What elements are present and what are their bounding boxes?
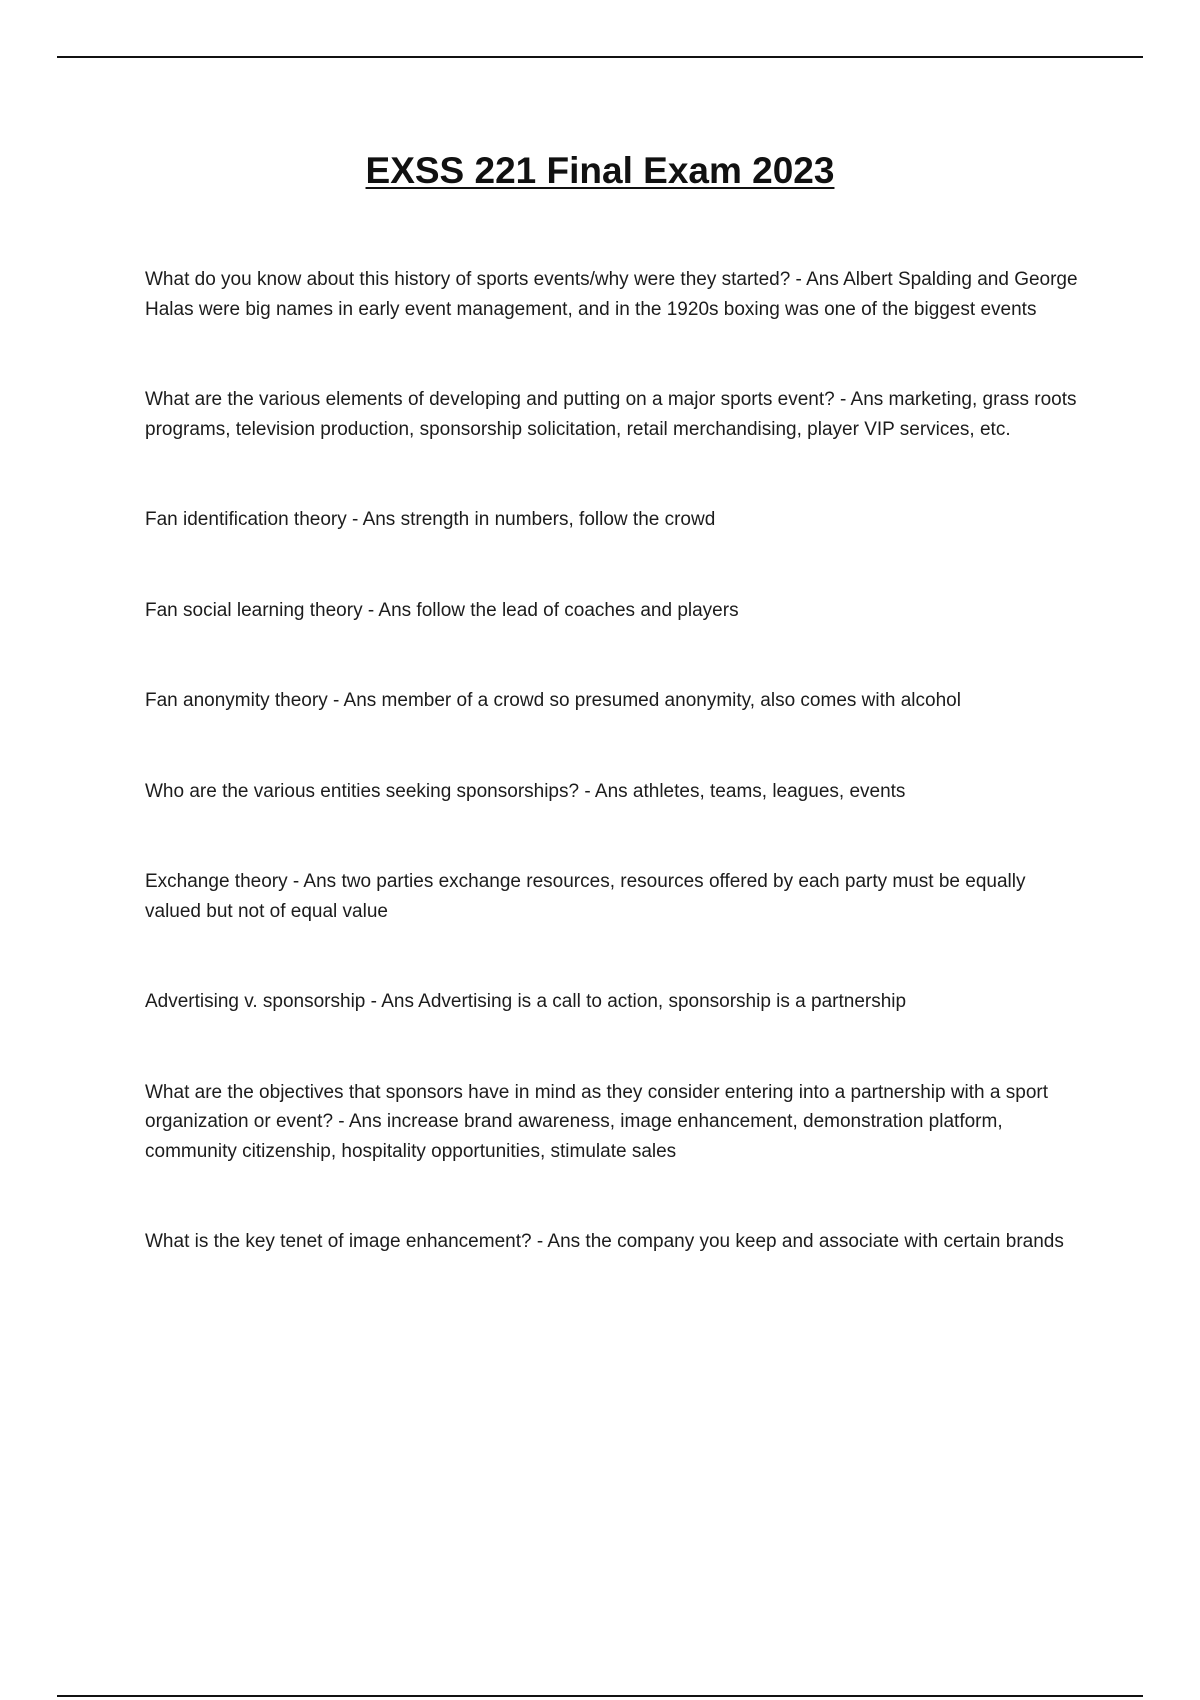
qa-item-exchange-theory: Exchange theory - Ans two parties exchange resources, resources offered by each party must be equally valued but not of equal value	[145, 871, 1026, 922]
qa-item-history: What do you know about this history of sports events/why were they started? - Ans Albert Spalding and George Halas were big names in early event management, and in the 1920s boxing was one of the biggest events	[145, 269, 1078, 320]
page-title-text: EXSS 221 Final Exam 2023	[365, 150, 835, 191]
page-title	[0, 150, 1200, 192]
qa-item-image-enhancement: What is the key tenet of image enhancement? - Ans the company you keep and associate with certain brands	[145, 1231, 1064, 1252]
header-rule	[57, 56, 1143, 58]
qa-item-event-elements: What are the various elements of developing and putting on a major sports event? - Ans marketing, grass roots programs, television production, sponsorship solicitation, retail merchandising, player VIP services, etc.	[145, 389, 1077, 440]
qa-item-sponsorship-entities: Who are the various entities seeking sponsorships? - Ans athletes, teams, leagues, events	[145, 780, 906, 802]
qa-item-advertising-vs-sponsorship: Advertising v. sponsorship - Ans Advertising is a call to action, sponsorship is a partnership	[145, 991, 907, 1012]
qa-item-sponsor-objectives: What are the objectives that sponsors have in mind as they consider entering into a partnership with a sport organization or event? - Ans increase brand awareness, image enhancement, demonstration platform, community citizenship, hospitality opportunities, stimulate sales	[145, 1081, 1048, 1162]
qa-item-fan-social-learning: Fan social learning theory - Ans follow the lead of coaches and players	[145, 599, 739, 621]
qa-item-fan-anonymity: Fan anonymity theory - Ans member of a crowd so presumed anonymity, also comes with alcohol	[145, 690, 961, 711]
footer-rule	[57, 1695, 1143, 1697]
qa-list	[145, 265, 1085, 1318]
qa-item-fan-identification: Fan identification theory - Ans strength in numbers, follow the crowd	[145, 509, 716, 530]
